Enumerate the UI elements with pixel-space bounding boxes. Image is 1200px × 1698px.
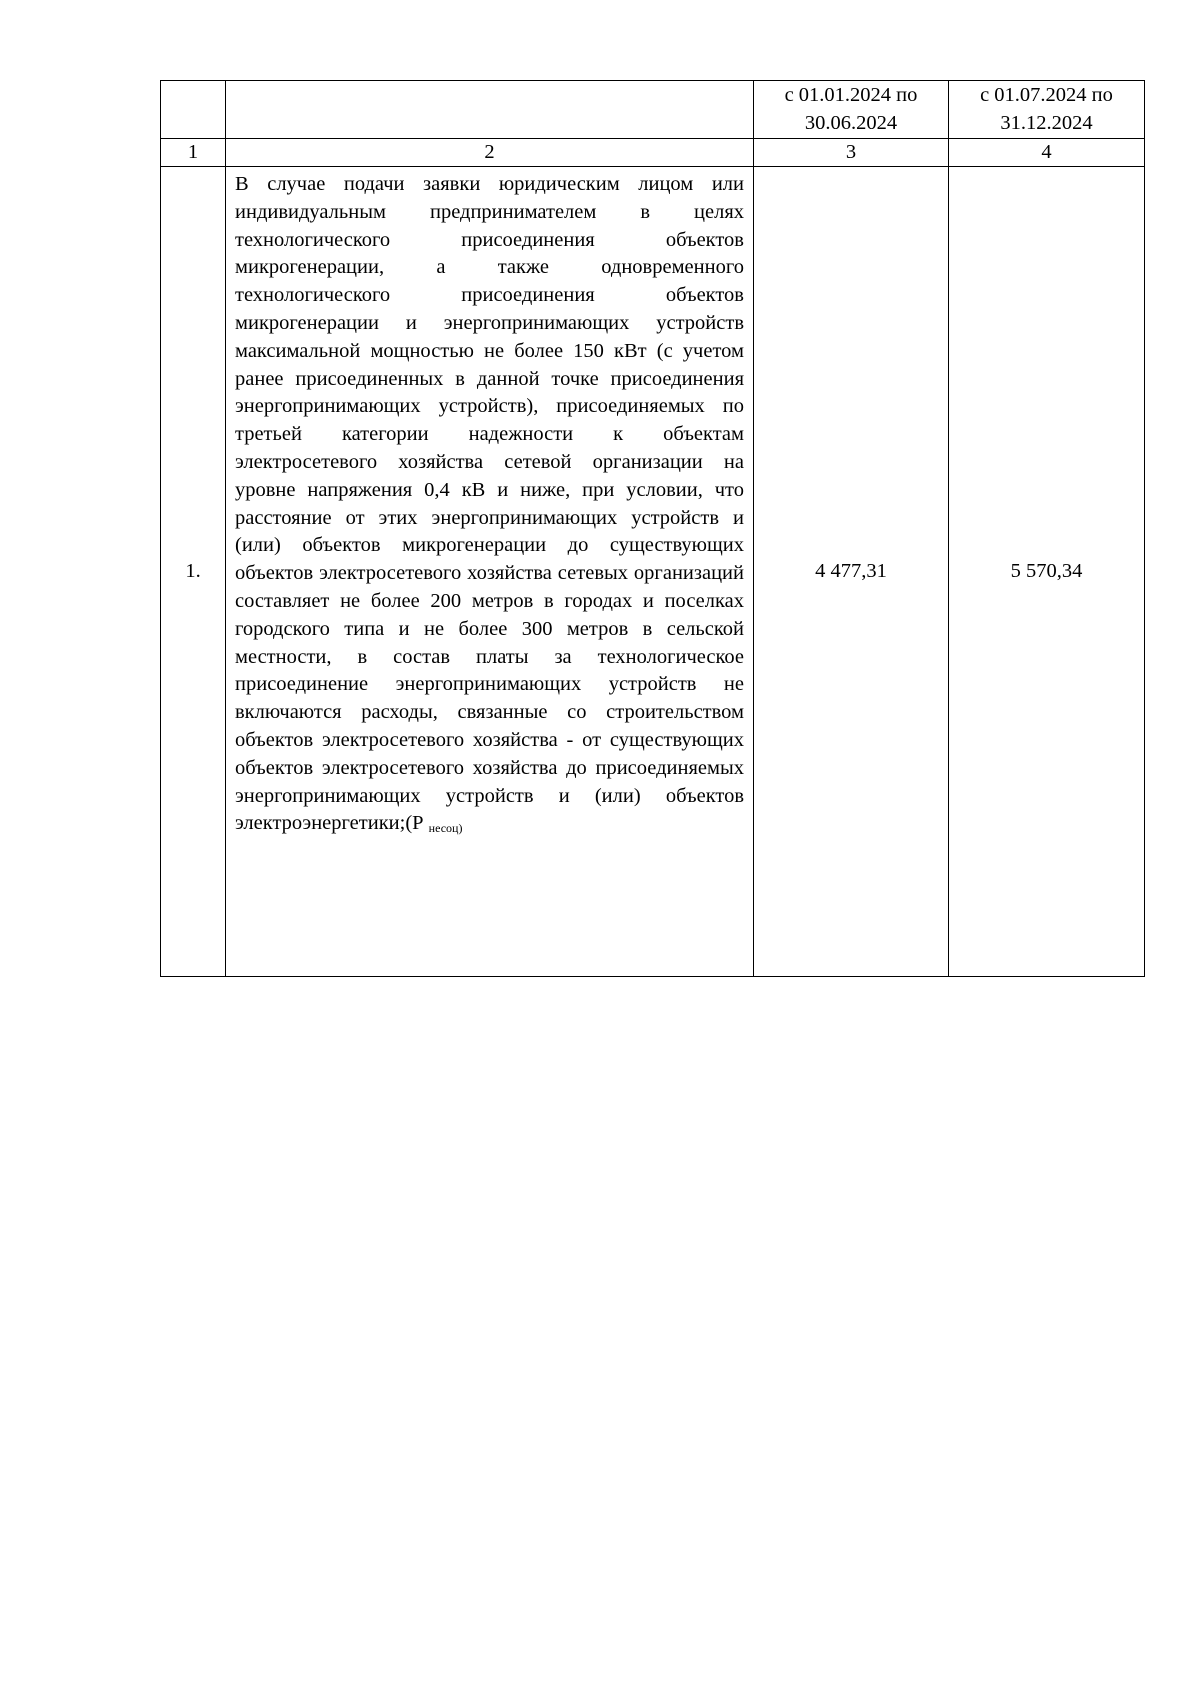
header-cell-2 [226,81,754,139]
column-number-row [161,139,1145,167]
column-number-4: 4 [949,139,1145,167]
row-number: 1. [161,167,226,977]
row-value-period-2: 5 570,34 [949,167,1145,977]
header-cell-period-1: с 01.01.2024 по 30.06.2024 [754,81,949,139]
header-row [161,81,1145,139]
column-number-2: 2 [226,139,754,167]
row-description-subscript: несоц) [428,821,463,836]
row-value-period-1: 4 477,31 [754,167,949,977]
header-cell-1 [161,81,226,139]
row-description-text: В случае подачи заявки юридическим лицом или индивидуальным предпринимателем в целях технологического присоединения объектов микрогенерации, а также одновременного технологического присоединения объектов микрогенерации и энергопринимающих устройств максимальной мощностью не более 150 кВт (с учетом ранее присоединенных в данной точке присоединения энергопринимающих устройств), присоединяемых по третьей категории надежности к объектам электросетевого хозяйства сетевой организации на уровне напряжения 0,4 кВ и ниже, при условии, что расстояние от этих энергопринимающих устройств и (или) объектов микрогенерации до существующих объектов электросетевого хозяйства сетевых организаций составляет не более 200 метров в городах и поселках городского типа и не более 300 метров в сельской местности, в состав платы за технологическое присоединение энергопринимающих устройств не включаются расходы, связанные со строительством объектов электросетевого хозяйства - от существующих объектов электросетевого хозяйства до присоединяемых энергопринимающих устройств и (или) объектов электроэнергетики;(Р [235,173,744,835]
tariff-table [160,80,1145,977]
row-description [235,171,744,843]
table-row [161,167,1145,977]
header-cell-period-2: с 01.07.2024 по 31.12.2024 [949,81,1145,139]
column-number-3: 3 [754,139,949,167]
column-number-1: 1 [161,139,226,167]
row-description-cell [226,167,754,977]
